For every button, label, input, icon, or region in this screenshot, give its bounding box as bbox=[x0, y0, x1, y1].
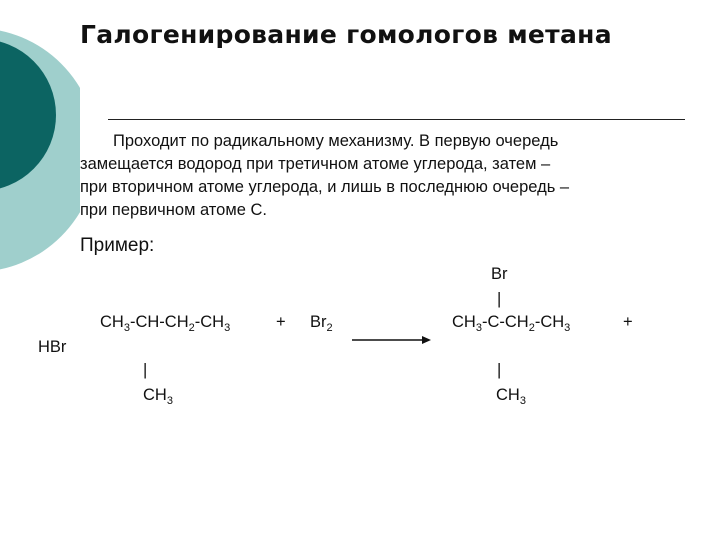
product1-substituent: Br bbox=[491, 265, 508, 283]
plus-sign: + bbox=[623, 313, 633, 331]
paragraph-line: при вторичном атоме углерода, и лишь в последнюю очередь – bbox=[80, 178, 570, 196]
slide-title: Галогенирование гомологов метана bbox=[80, 20, 612, 49]
paragraph-line: при первичном атоме С. bbox=[80, 201, 267, 219]
product2-formula: HBr bbox=[38, 338, 67, 356]
reaction-arrow-icon bbox=[352, 333, 432, 351]
reactant1-formula: $CH_3-CH-CH_2-CH_3$ bbox=[100, 313, 231, 334]
title-divider bbox=[108, 119, 685, 120]
product1-top-bond: | bbox=[497, 290, 502, 308]
decorative-circles bbox=[0, 0, 80, 300]
reactant2-formula: $Br_2$ bbox=[310, 313, 333, 334]
paragraph-line: Проходит по радикальному механизму. В первую очередь bbox=[113, 132, 559, 150]
product1-branch-bond: | bbox=[497, 361, 502, 379]
product1-branch: $CH_3$ bbox=[496, 386, 526, 407]
reactant1-branch-bond: | bbox=[143, 361, 148, 379]
paragraph-line: замещается водород при третичном атоме углерода, затем – bbox=[80, 155, 551, 173]
product1-formula: $CH_3-C-CH_2-CH_3$ bbox=[452, 313, 571, 334]
description-paragraph bbox=[80, 130, 690, 222]
example-label: Пример: bbox=[80, 235, 155, 256]
reactant1-branch: $CH_3$ bbox=[143, 386, 173, 407]
plus-sign: + bbox=[276, 313, 286, 331]
